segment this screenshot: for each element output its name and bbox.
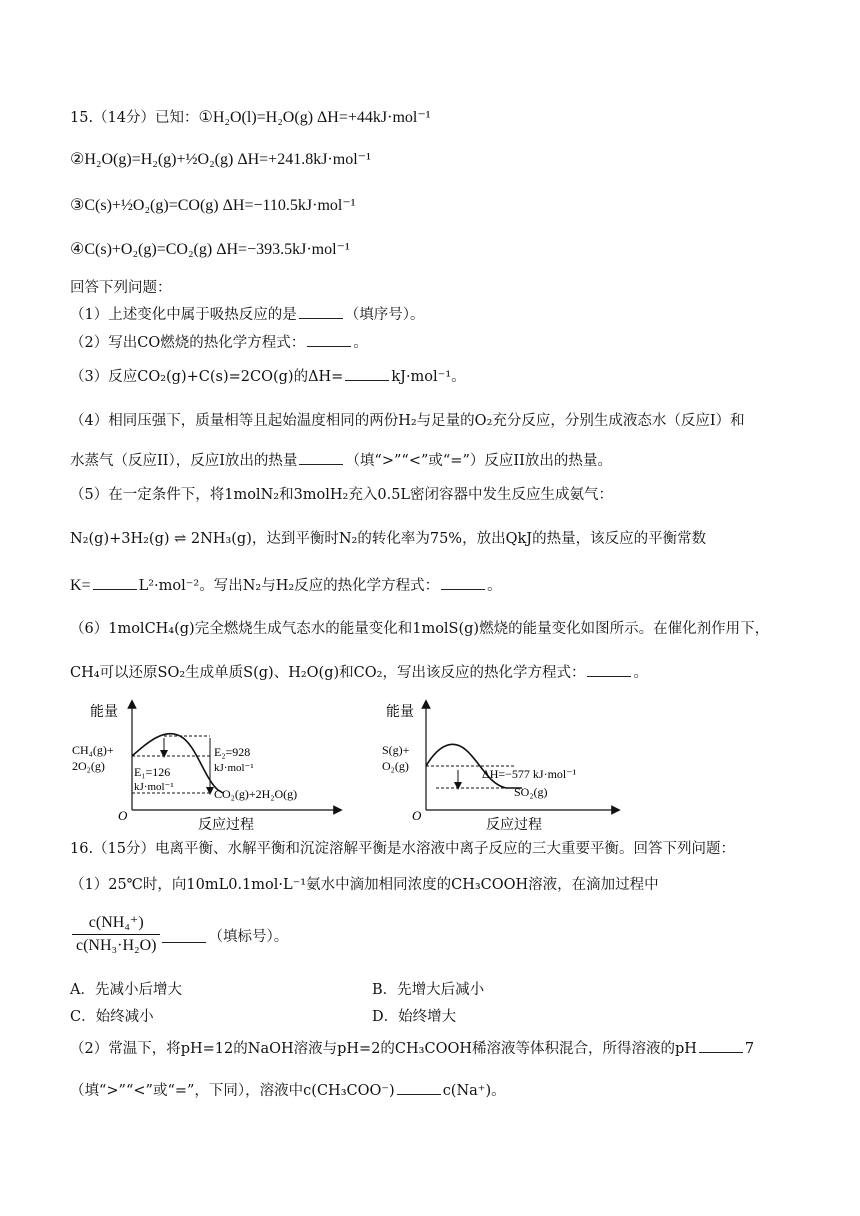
choice-a: A．先减小后增大	[70, 982, 182, 998]
fraction-denominator: c(NH₃·H₂O)	[76, 937, 157, 954]
y-axis-label: 能量	[386, 705, 414, 720]
choice-d: D．始终增大	[372, 1009, 457, 1025]
answer-blank	[93, 589, 137, 590]
origin-label: O	[412, 808, 422, 823]
q16-part2-value: 7	[744, 1041, 755, 1057]
q15-part1-suffix: （填序号）。	[344, 307, 425, 323]
e2-label: E₂=928	[214, 745, 251, 759]
answer-blank	[299, 464, 343, 465]
q15-header-line	[70, 108, 431, 129]
q16-header: 16.（15分）电离平衡、水解平衡和沉淀溶解平衡是水溶液中离子反应的三大重要平衡。回答下列问题：	[70, 841, 736, 857]
answer-blank	[699, 1052, 743, 1053]
reactant-label-1: S(g)+	[382, 743, 410, 757]
answer-blank	[587, 676, 631, 677]
energy-diagram-ch4	[68, 698, 348, 832]
product-label: SO₂(g)	[514, 785, 548, 799]
q15-eq3: ③C(s)+½O₂(g)=CO(g) ΔH=−110.5kJ·mol⁻¹	[70, 197, 356, 214]
q15-prompt: 回答下列问题：	[70, 280, 172, 296]
reactant-label-2: 2O₂(g)	[72, 759, 105, 773]
y-axis-label: 能量	[90, 705, 118, 720]
choice-c: C．始终减小	[70, 1009, 154, 1025]
answer-blank	[162, 942, 206, 943]
q15-part5-line2: N₂(g)+3H₂(g) ⇌ 2NH₃(g)，达到平衡时N₂的转化率为75%，放出QkJ的热量，该反应的平衡常数	[70, 531, 707, 547]
q16-part1-suffix: （填标号）。	[208, 929, 289, 945]
q15-part2	[70, 334, 368, 353]
answer-blank	[397, 1094, 441, 1095]
q15-part4-text: 水蒸气（反应II），反应I放出的热量	[70, 453, 298, 469]
q16-part2-line2	[70, 1082, 506, 1101]
q15-part6-line2	[70, 664, 648, 683]
answer-blank	[345, 380, 389, 381]
q15-eq4: ④C(s)+O₂(g)=CO₂(g) ΔH=−393.5kJ·mol⁻¹	[70, 241, 350, 258]
reactant-label-2: O₂(g)	[382, 759, 409, 773]
q15-part6-line1: （6）1molCH₄(g)完全燃烧生成气态水的能量变化和1molS(g)燃烧的能量变化如图所示。在催化剂作用下，	[70, 621, 770, 637]
answer-blank	[307, 346, 351, 347]
q16-part2-line1	[70, 1040, 754, 1059]
e2-unit: kJ·mol⁻¹	[214, 762, 254, 774]
fraction	[72, 912, 160, 955]
fraction-bar	[72, 934, 160, 935]
q15-part5-text: L²·mol⁻²。写出N₂与H₂反应的热化学方程式：	[138, 578, 440, 594]
q15-part4-suffix: （填“>”“<”或“=”）反应II放出的热量。	[345, 453, 612, 469]
q15-part1	[70, 306, 424, 325]
x-axis-label: 反应过程	[486, 818, 542, 832]
q15-part5-line1: （5）在一定条件下，将1molN₂和3molH₂充入0.5L密闭容器中发生反应生成氨气：	[70, 487, 614, 503]
q15-part6-suffix: 。	[633, 665, 648, 681]
q15-part4-line2	[70, 452, 612, 471]
x-axis-label: 反应过程	[198, 818, 254, 832]
q16-part2-text: （2）常温下，将pH=12的NaOH溶液与pH=2的CH₃COOH稀溶液等体积混合，所得溶液的pH	[70, 1041, 697, 1057]
q16-part2-suffix: c(Na⁺)。	[442, 1083, 506, 1099]
q16-fraction	[72, 912, 288, 955]
q15-header: 15.（14分）已知：	[70, 110, 199, 126]
q15-part6-text: CH₄可以还原SO₂生成单质S(g)、H₂O(g)和CO₂，写出该反应的热化学方程式：	[70, 665, 586, 681]
product-label: CO₂(g)+2H₂O(g)	[214, 787, 298, 801]
e1-unit: kJ·mol⁻¹	[134, 781, 174, 793]
q15-part1-text: （1）上述变化中属于吸热反应的是	[70, 307, 297, 323]
q15-part5-k: K=	[70, 577, 91, 594]
q15-part5-suffix: 。	[487, 578, 502, 594]
dh-label: ΔH=−577 kJ·mol⁻¹	[482, 767, 577, 781]
q15-part3-text: （3）反应CO₂(g)+C(s)=2CO(g)的ΔH=	[70, 369, 344, 385]
q16-part1-line1: （1）25℃时，向10mL0.1mol·L⁻¹氨水中滴加相同浓度的CH₃COOH溶液，在滴加过程中	[70, 877, 659, 893]
q15-eq1: ①H₂O(l)=H₂O(g) ΔH=+44kJ·mol⁻¹	[198, 109, 431, 126]
q15-part5-line3	[70, 576, 502, 597]
q15-part4-line1: （4）相同压强下，质量相等且起始温度相同的两份H₂与足量的O₂充分反应，分别生成液态水（反应I）和	[70, 413, 745, 429]
e1-label: E₁=126	[134, 765, 171, 779]
origin-label: O	[118, 808, 128, 823]
fraction-numerator: c(NH₄⁺)	[88, 914, 144, 931]
reactant-label-1: CH₄(g)+	[72, 743, 114, 757]
choice-b: B．先增大后减小	[372, 982, 485, 998]
q15-part3-suffix: kJ·mol⁻¹。	[391, 369, 466, 385]
q15-part3	[70, 368, 466, 387]
answer-blank	[441, 589, 485, 590]
q16-part2-text2: （填“>”“<”或“=”，下同），溶液中c(CH₃COO⁻)	[70, 1083, 395, 1099]
answer-blank	[299, 318, 343, 319]
q15-part2-text: （2）写出CO燃烧的热化学方程式：	[70, 335, 306, 351]
q15-part2-suffix: 。	[353, 335, 368, 351]
energy-diagram-s	[376, 698, 626, 832]
q15-eq2: ②H₂O(g)=H₂(g)+½O₂(g) ΔH=+241.8kJ·mol⁻¹	[70, 151, 371, 168]
